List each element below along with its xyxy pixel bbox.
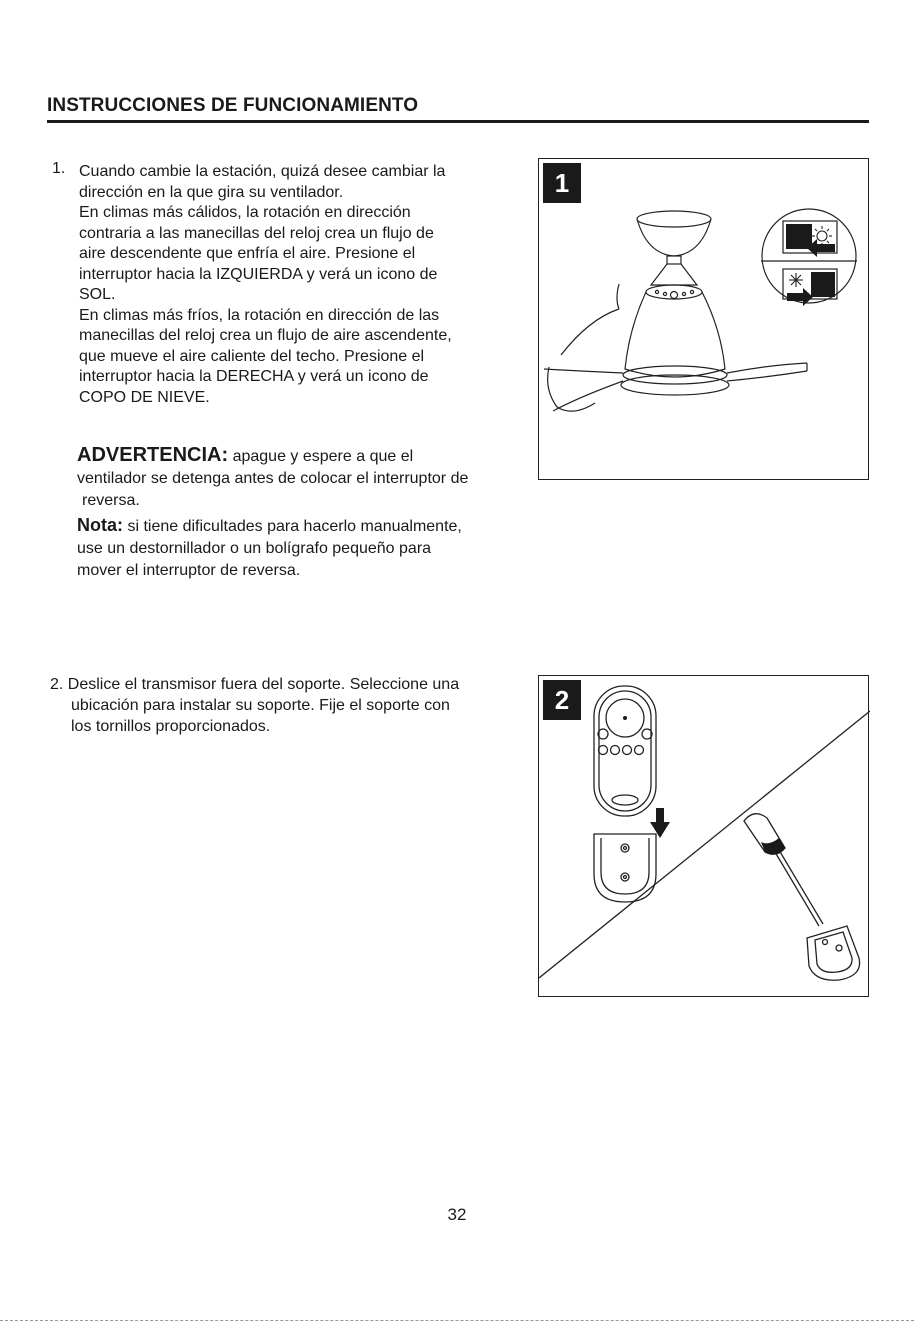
title-divider xyxy=(47,120,869,123)
step-2-instructions xyxy=(50,674,525,737)
step-1-line: manecillas del reloj crea un flujo de aire ascendente, xyxy=(79,327,452,344)
snowflake-icon xyxy=(789,273,803,287)
note-label: Nota: xyxy=(77,515,123,535)
warning-line-3: reversa. xyxy=(82,492,140,509)
step-1-line: aire descendente que enfría el aire. Presione el xyxy=(79,245,416,262)
step-1-line: SOL. xyxy=(79,286,116,303)
figure-2-badge: 2 xyxy=(543,680,581,720)
page-number: 32 xyxy=(447,1205,467,1224)
step-2-line-3: los tornillos proporcionados. xyxy=(71,718,271,735)
figure-1-fan-reverse-switch xyxy=(538,158,869,480)
step-1-number: 1. xyxy=(52,160,66,177)
step-1-line: interruptor hacia la DERECHA y verá un icono de xyxy=(79,368,429,385)
step-2-line-1: 2. Deslice el transmisor fuera del soporte. Seleccione una xyxy=(50,676,460,693)
step-1-line: En climas más cálidos, la rotación en dirección xyxy=(79,204,411,221)
step-2-line-2: ubicación para instalar su soporte. Fije el soporte con xyxy=(71,697,450,714)
note-line-3: mover el interruptor de reversa. xyxy=(77,562,301,579)
step-1-line: COPO DE NIEVE. xyxy=(79,388,210,406)
warning-text: apague y espere a que el xyxy=(228,448,414,465)
warning-and-note xyxy=(77,444,537,582)
page-title: INSTRUCCIONES DE FUNCIONAMIENTO xyxy=(47,95,419,116)
fan-illustration xyxy=(539,159,870,481)
step-1-line: En climas más fríos, la rotación en dirección de las xyxy=(79,306,440,324)
note-line-1 xyxy=(77,514,537,538)
step-1-line: contraria a las manecillas del reloj crea un flujo de xyxy=(79,224,434,242)
warning-line-2: ventilador se detenga antes de colocar el interruptor de xyxy=(77,470,469,487)
step-1-line: que mueve el aire caliente del techo. Presione el xyxy=(79,347,425,365)
warning-line-1 xyxy=(77,444,537,468)
step-1-text xyxy=(79,162,529,408)
step-1-line: interruptor hacia la IZQUIERDA y verá un icono de xyxy=(79,265,438,283)
figure-2-remote-holder xyxy=(538,675,869,997)
remote-mount-illustration xyxy=(539,676,870,998)
step-1-line: Cuando cambie la estación, quizá desee cambiar la xyxy=(79,163,446,180)
bottom-divider xyxy=(0,1320,914,1321)
figure-1-badge: 1 xyxy=(543,163,581,203)
note-line-2: use un destornillador o un bolígrafo pequeño para xyxy=(77,540,432,557)
step-1-line: dirección en la que gira su ventilador. xyxy=(79,183,344,201)
warning-label: ADVERTENCIA: xyxy=(77,444,229,466)
note-text: si tiene dificultades para hacerlo manualmente, xyxy=(123,518,462,535)
